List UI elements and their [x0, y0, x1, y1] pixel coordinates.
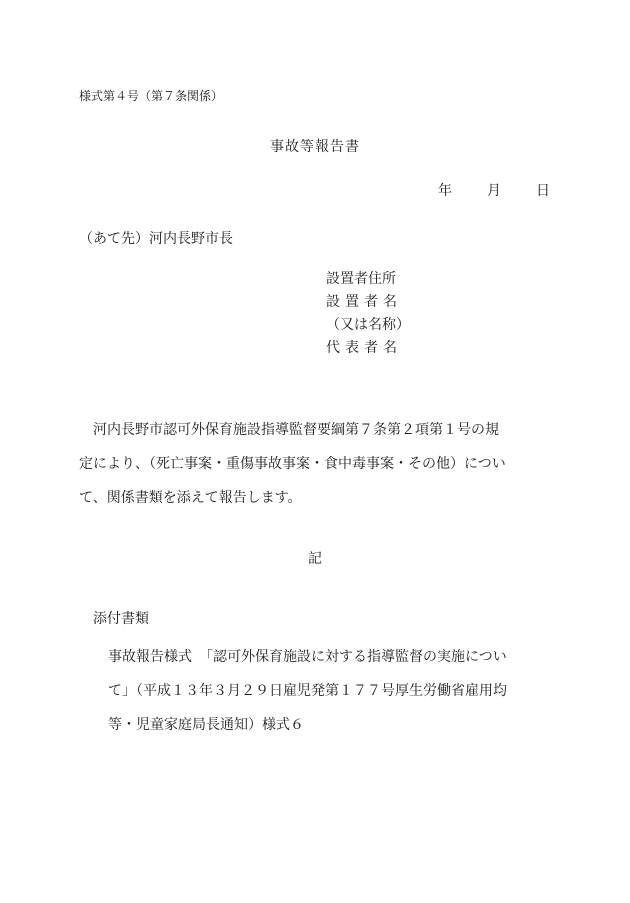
report-body-line: て、関係書類を添えて報告します。: [79, 490, 302, 506]
document-title: 事故等報告書: [270, 139, 360, 155]
form-number: 様式第４号（第７条関係）: [79, 89, 224, 103]
attachments-text: [108, 640, 507, 742]
applicant-alt-name-label: （又は名称）: [326, 317, 410, 333]
attachments-line: て」（平成１３年３月２９日雇児発第１７７号厚生労働省雇用均: [108, 683, 507, 699]
date-day-label: 日: [536, 183, 550, 199]
addressee: （あて先）河内長野市長: [79, 231, 233, 247]
date-year-label: 年: [438, 183, 452, 199]
applicant-name-label: 設置者名: [326, 294, 402, 310]
attachments-line: 事故報告様式 「認可外保育施設に対する指導監督の実施につい: [108, 649, 507, 665]
report-body-line: 定により、（死亡事案・重傷事故事案・食中毒事案・その他）につい: [79, 456, 506, 472]
report-body-line: 河内長野市認可外保育施設指導監督要綱第７条第２項第１号の規: [79, 422, 499, 438]
applicant-representative-label: 代表者名: [326, 340, 402, 356]
ki-heading: 記: [308, 551, 322, 567]
attachments-heading: 添付書類: [93, 611, 149, 627]
date-row: [438, 180, 550, 200]
applicant-block: [326, 268, 410, 360]
date-month-label: 月: [487, 183, 501, 199]
report-body: [79, 413, 551, 515]
attachments-line: 等・児童家庭局長通知）様式６: [108, 717, 304, 733]
applicant-address-label: 設置者住所: [326, 271, 396, 287]
